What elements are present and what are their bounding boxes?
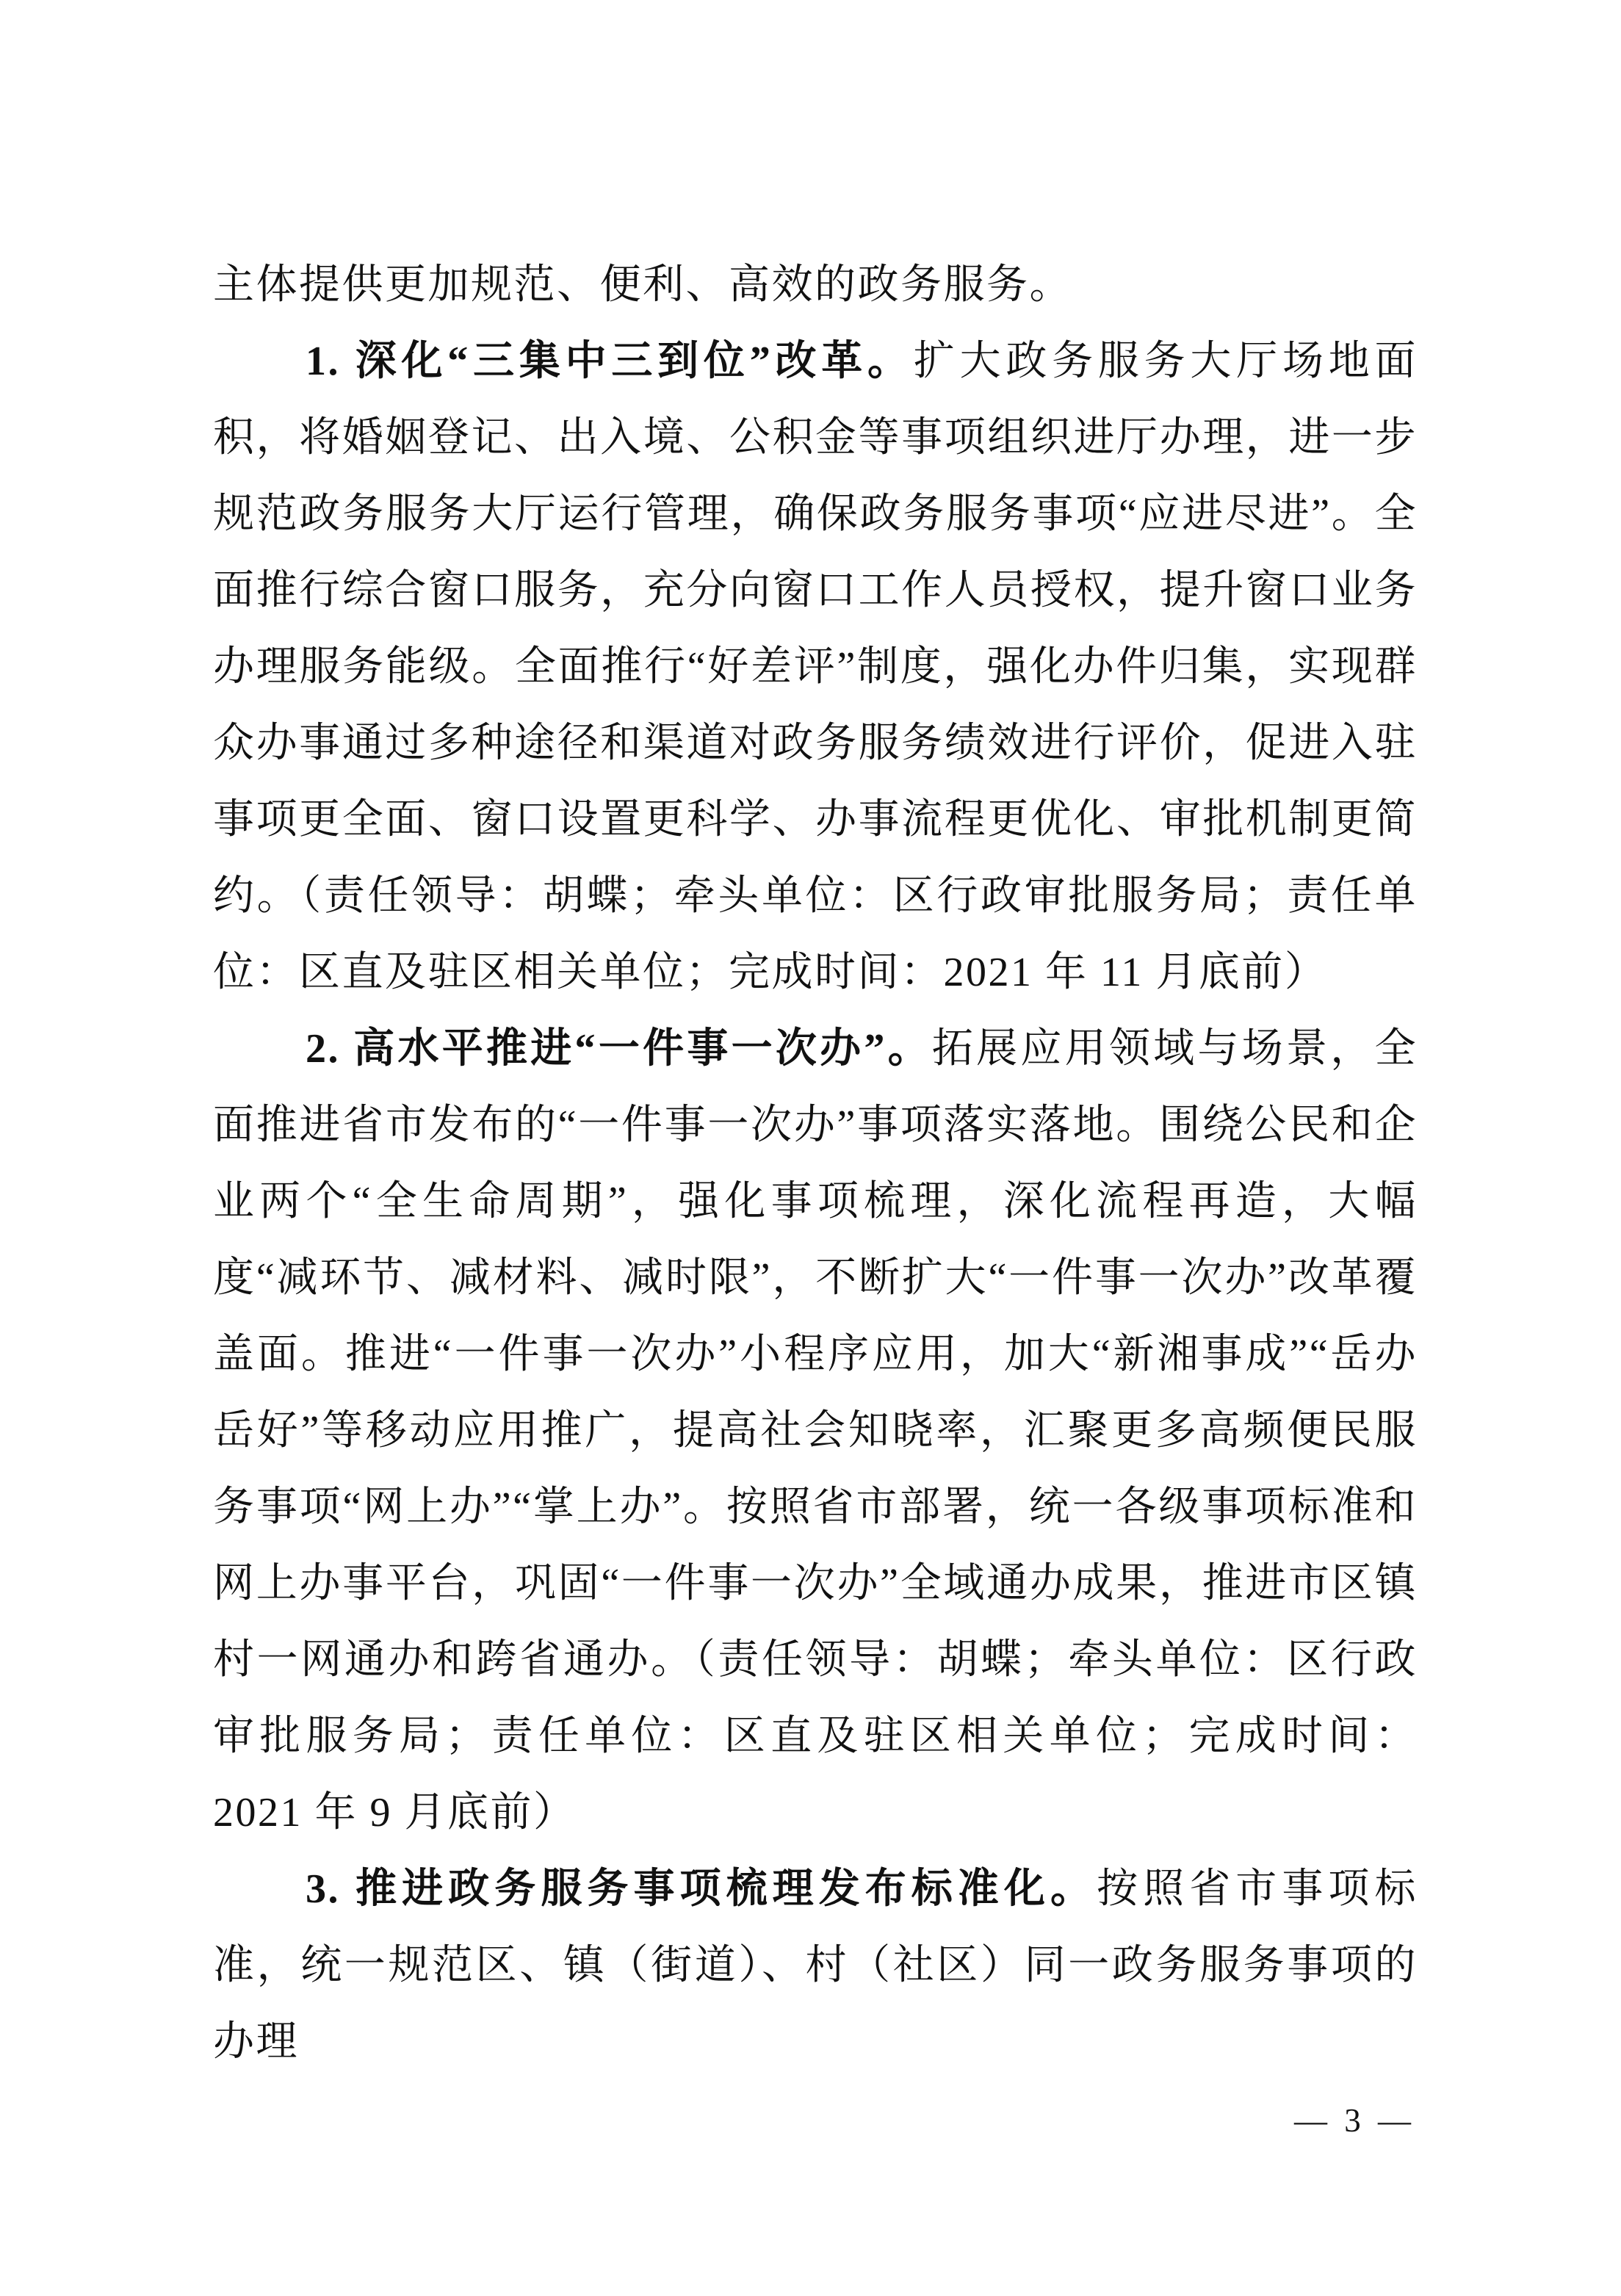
page-number — [1294, 2102, 1415, 2139]
document-body — [213, 247, 1418, 2080]
paragraph-body: 扩大政务服务大厅场地面积，将婚姻登记、出入境、公积金等事项组织进厅办理，进一步规范政务服务大厅运行管理，确保政务服务事项“应进尽进”。全面推行综合窗口服务，充分向窗口工作人员授权，提升窗口业务办理服务能级。全面推行“好差评”制度，强化办件归集，实现群众办事通过多种途径和渠道对政务服务绩效进行评价，促进入驻事项更全面、窗口设置更科学、办事流程更优化、审批机制更简约。（责任领导：胡蝶；牵头单位：区行政审批服务局；责任单位：区直及驻区相关单位；完成时间：2021 年 11 月底前） — [213, 339, 1418, 995]
paragraph — [213, 247, 1418, 323]
paragraph-body: 主体提供更加规范、便利、高效的政务服务。 — [213, 262, 1072, 308]
page-number-label: — 3 — — [1294, 2102, 1415, 2139]
paragraph-lead: 1. 深化“三集中三到位”改革。 — [306, 339, 914, 384]
paragraph-body: 拓展应用领域与场景，全面推进省市发布的“一件事一次办”事项落实落地。围绕公民和企业两个“全生命周期”，强化事项梳理，深化流程再造，大幅度“减环节、减材料、减时限”，不断扩大“一件事一次办”改革覆盖面。推进“一件事一次办”小程序应用，加大“新湘事成”“岳办岳好”等移动应用推广，提高社会知晓率，汇聚更多高频便民服务事项“网上办”“掌上办”。按照省市部署，统一各级事项标准和网上办事平台，巩固“一件事一次办”全域通办成果，推进市区镇村一网通办和跨省通办。（责任领导：胡蝶；牵头单位：区行政审批服务局；责任单位：区直及驻区相关单位；完成时间：2021 年 9 月底前） — [213, 1026, 1418, 1835]
paragraph — [213, 1851, 1418, 2080]
paragraph-lead: 3. 推进政务服务事项梳理发布标准化。 — [306, 1866, 1097, 1912]
paragraph-lead: 2. 高水平推进“一件事一次办”。 — [306, 1026, 932, 1072]
paragraph — [213, 323, 1418, 1011]
paragraph-body: 按照省市事项标准，统一规范区、镇（街道）、村（社区）同一政务服务事项的办理 — [213, 1866, 1418, 2065]
paragraph — [213, 1011, 1418, 1851]
